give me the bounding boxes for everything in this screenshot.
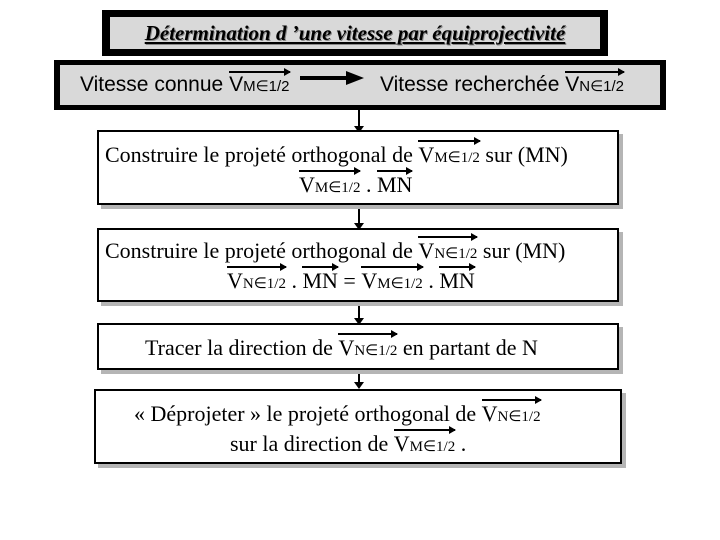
step-1-box bbox=[97, 130, 619, 205]
connector-1 bbox=[358, 110, 360, 126]
known-velocity-label: Vitesse connue VM∈1/2 bbox=[80, 73, 290, 96]
connector-2 bbox=[358, 205, 360, 223]
step-3-box bbox=[97, 323, 619, 370]
step-1-line-2: VM∈1/2 . MN bbox=[299, 172, 413, 197]
vector-vm: VM∈1/2 bbox=[299, 172, 361, 197]
step-2-line-1: Construire le projeté orthogonal de VN∈1/2 sur (MN) bbox=[105, 238, 566, 263]
vector-mn: MN bbox=[302, 268, 338, 293]
vector-vm: VM∈1/2 bbox=[361, 268, 423, 293]
vector-vn: VN∈1/2 bbox=[227, 268, 286, 293]
step-4-box bbox=[94, 389, 622, 464]
vector-vn: VN∈1/2 bbox=[338, 335, 398, 360]
step-3-line: Tracer la direction de VN∈1/2 en partant de N bbox=[145, 335, 538, 360]
sought-velocity-label: Vitesse recherchée VN∈1/2 bbox=[380, 73, 624, 96]
vector-mn: MN bbox=[439, 268, 475, 293]
connector-4 bbox=[358, 370, 360, 382]
vector-vm: VM∈1/2 bbox=[393, 431, 456, 456]
vector-vn: VN∈1/2 bbox=[565, 73, 624, 96]
vector-vm: VM∈1/2 bbox=[418, 142, 480, 167]
step-2-line-2: VN∈1/2 . MN = VM∈1/2 . MN bbox=[227, 268, 475, 293]
diagram-title: Détermination d ’une vitesse par équiprojectivité bbox=[144, 20, 566, 45]
step-4-line-1: « Déprojeter » le projeté orthogonal de VN∈1/2 bbox=[134, 401, 541, 426]
step-4-line-2: sur la direction de VM∈1/2 . bbox=[230, 431, 467, 456]
vector-mn: MN bbox=[376, 172, 413, 197]
step-2-box bbox=[97, 228, 619, 302]
connector-4-arrow-icon bbox=[354, 382, 364, 389]
vector-vn: VN∈1/2 bbox=[418, 238, 478, 263]
vector-vm: VM∈1/2 bbox=[229, 73, 290, 96]
vector-vn: VN∈1/2 bbox=[481, 401, 541, 426]
connector-3 bbox=[358, 302, 360, 318]
step-1-line-1: Construire le projeté orthogonal de VM∈1/2 sur (MN) bbox=[105, 142, 568, 167]
